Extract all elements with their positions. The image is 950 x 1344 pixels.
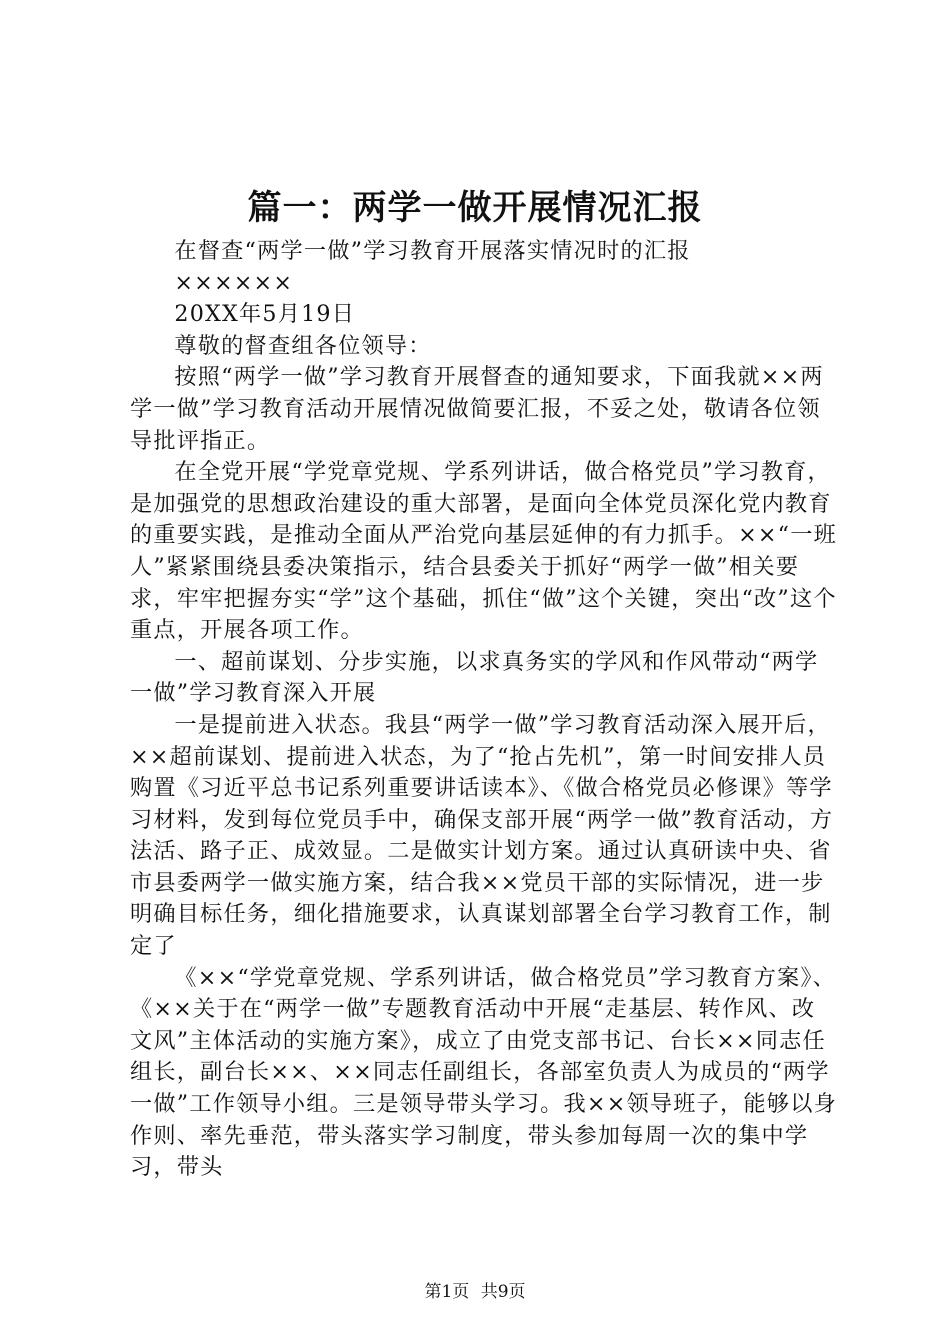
report-subtitle: 在督查“两学一做”学习教育开展落实情况时的汇报 bbox=[174, 238, 691, 264]
page-total: 共9页 bbox=[480, 1282, 526, 1302]
document-body bbox=[130, 236, 838, 1184]
page-footer bbox=[0, 1280, 950, 1304]
paragraph: 按照“两学一做”学习教育开展督查的通知要求，下面我就××两学一做”学习教育活动开展情况做简要汇报，不妥之处，敬请各位领导批评指正。 bbox=[130, 364, 824, 454]
section-heading: 一、超前谋划、分步实施，以求真务实的学风和作风带动“两学一做”学习教育深入开展 bbox=[130, 648, 819, 707]
paragraph: 《××“学党章党规、学系列讲话，做合格党员”学习教育方案》、《××关于在“两学一做”专题教育活动中开展“走基层、转作风、改文风”主体活动的实施方案》，成立了由党支部书记、台长××同志任组长，副台长××、××同志任副组长，各部室负责人为成员的“两学一做”工作领导小组。三是领导带头学习。我××领导班子，能够以身作则、率先垂范，带头落实学习制度，带头参加每周一次的集中学习，带头 bbox=[130, 964, 837, 1181]
report-author: ×××××× bbox=[174, 269, 294, 296]
document-title: 篇一：两学一做开展情况汇报 bbox=[247, 188, 703, 228]
paragraph: 在全党开展“学党章党规、学系列讲话，做合格党员”学习教育，是加强党的思想政治建设的重大部署，是面向全体党员深化党内教育的重要实践，是推动全面从严治党向基层延伸的有力抓手。××“一班人”紧紧围绕县委决策指示，结合县委关于抓好“两学一做”相关要求，牢牢把握夯实“学”这个基础，抓住“做”这个关键，突出“改”这个重点，开展各项工作。 bbox=[130, 459, 837, 644]
report-date: 20XX年5月19日 bbox=[174, 301, 356, 328]
page-number: 第1页 bbox=[424, 1282, 470, 1302]
salutation: 尊敬的督查组各位领导： bbox=[174, 332, 432, 359]
paragraph: 一是提前进入状态。我县“两学一做”学习教育活动深入展开后，××超前谋划、提前进入状态，为了“抢占先机”，第一时间安排人员购置《习近平总书记系列重要讲话读本》、《做合格党员必修课》等学习材料，发到每位党员手中，确保支部开展“两学一做”教育活动，方法活、路子正、成效显。二是做实计划方案。通过认真研读中央、省市县委两学一做实施方案，结合我××党员干部的实际情况，进一步明确目标任务，细化措施要求，认真谋划部署全台学习教育工作，制定了 bbox=[130, 711, 834, 960]
